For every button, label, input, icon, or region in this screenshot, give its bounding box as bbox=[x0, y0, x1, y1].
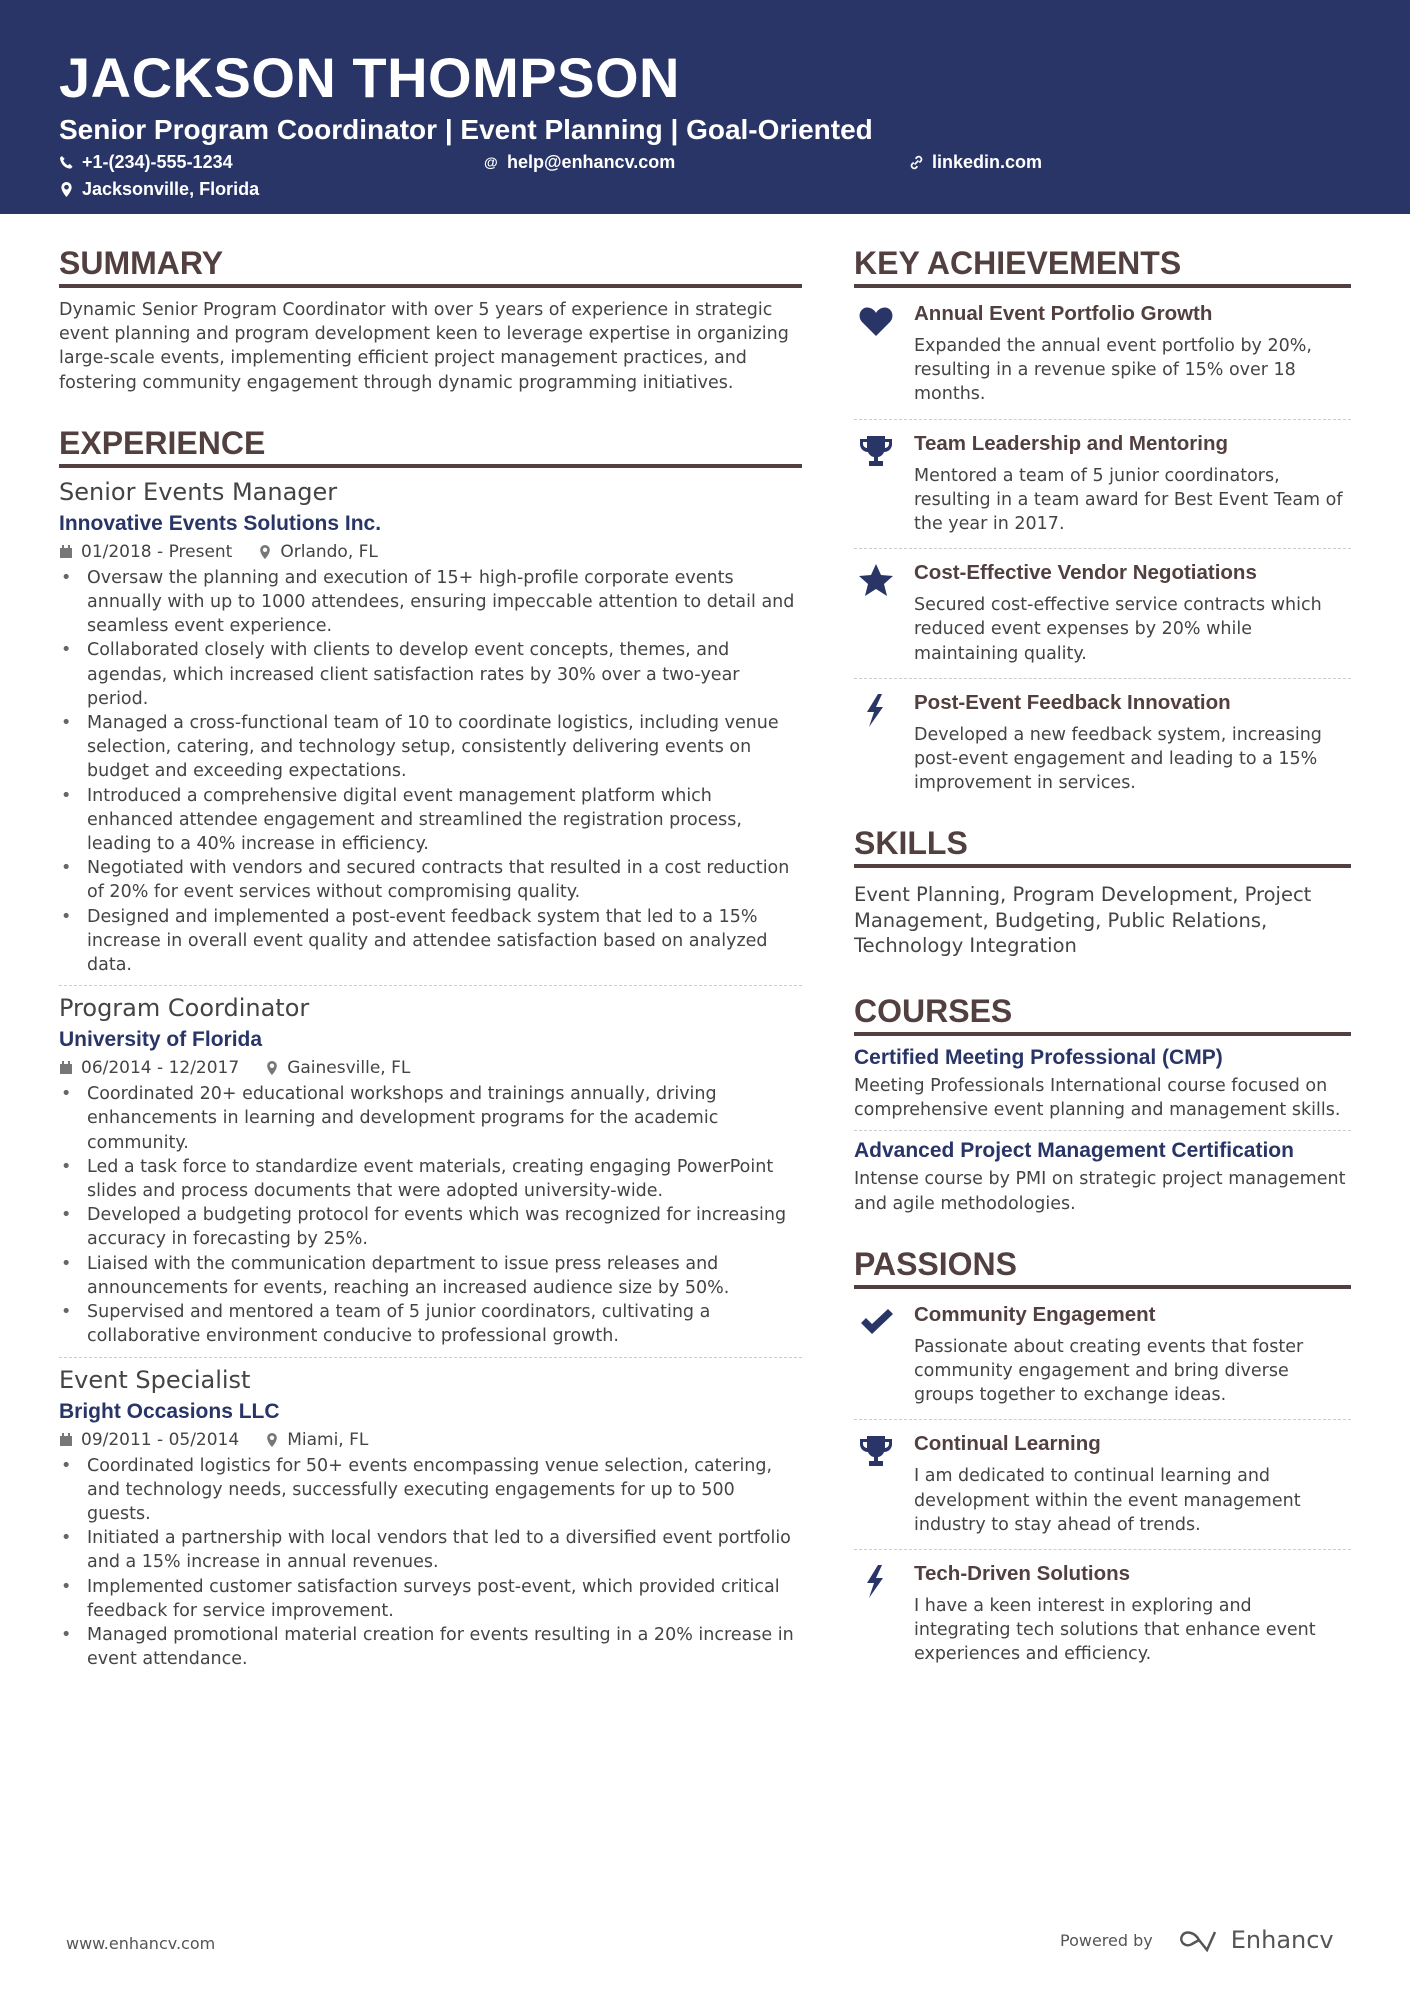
job-dates bbox=[59, 1430, 239, 1450]
item-text: I have a keen interest in exploring and integrating tech solutions that enhance event experiences and efficiency. bbox=[914, 1595, 1316, 1665]
location-pin-icon bbox=[258, 545, 272, 559]
location-pin-icon bbox=[265, 1061, 279, 1075]
job-role: Senior Events Manager bbox=[59, 477, 338, 506]
email-link[interactable]: help@enhancv.com bbox=[507, 152, 676, 172]
enhancv-logo bbox=[1177, 1926, 1334, 1954]
achievements-list bbox=[854, 298, 1351, 799]
course-title: Advanced Project Management Certification bbox=[854, 1139, 1294, 1163]
item-title: Cost-Effective Vendor Negotiations bbox=[914, 561, 1257, 585]
course-title: Certified Meeting Professional (CMP) bbox=[854, 1045, 1223, 1069]
course-item bbox=[854, 1139, 1351, 1215]
heart-icon bbox=[854, 302, 898, 407]
job-dates bbox=[59, 1058, 239, 1078]
bullet: • Managed promotional material creation for events resulting in a 20% increase in event attendance. bbox=[59, 1623, 802, 1671]
divider bbox=[854, 419, 1351, 420]
divider bbox=[59, 1357, 802, 1358]
divider bbox=[59, 985, 802, 986]
trophy-icon bbox=[854, 1432, 898, 1537]
achievements-title: KEY ACHIEVEMENTS bbox=[854, 245, 1351, 288]
right-column bbox=[854, 245, 1351, 1671]
enhancv-logo-icon bbox=[1177, 1928, 1223, 1952]
passions-list bbox=[854, 1299, 1351, 1671]
divider bbox=[854, 1419, 1351, 1420]
item-title: Post-Event Feedback Innovation bbox=[914, 690, 1231, 714]
job-company: University of Florida bbox=[59, 1028, 263, 1052]
passions-item bbox=[854, 1299, 1351, 1412]
job-meta bbox=[59, 1058, 802, 1078]
bullet: • Introduced a comprehensive digital event management platform which enhanced attendee engagement and streamlined the registration process, leading to a 40% increase in efficiency. bbox=[59, 784, 802, 857]
bolt-icon bbox=[854, 1562, 898, 1667]
calendar-icon bbox=[59, 1061, 73, 1075]
bullet: • Coordinated logistics for 50+ events encompassing venue selection, catering, and technology needs, successfully executing engagements for up to 500 guests. bbox=[59, 1454, 802, 1527]
bolt-icon bbox=[854, 691, 898, 796]
job-location bbox=[265, 1058, 410, 1078]
check-icon bbox=[854, 1303, 898, 1408]
location-text: Miami, FL bbox=[287, 1429, 369, 1450]
email[interactable] bbox=[484, 152, 909, 173]
passions-item bbox=[854, 1428, 1351, 1541]
item-text: Expanded the annual event portfolio by 20%, resulting in a revenue spike of 15% over 18 months. bbox=[914, 336, 1312, 405]
phone-text: +1-(234)-555-1234 bbox=[82, 152, 233, 172]
bullet: • Collaborated closely with clients to develop event concepts, themes, and agendas, which increased client satisfaction rates by 30% over a two-year period. bbox=[59, 638, 802, 711]
bullet: • Managed a cross-functional team of 10 to coordinate logistics, including venue selection, catering, and technology setup, consistently delivering events on budget and exceeding expectations. bbox=[59, 711, 802, 784]
item-text: Passionate about creating events that foster community engagement and bring diverse groups together to exchange ideas. bbox=[914, 1336, 1304, 1406]
divider bbox=[854, 548, 1351, 549]
course-text: Intense course by PMI on strategic project management and agile methodologies. bbox=[854, 1169, 1346, 1214]
phone bbox=[59, 152, 484, 173]
bullet: • Developed a budgeting protocol for events which was recognized for increasing accuracy in forecasting by 25%. bbox=[59, 1203, 802, 1251]
passions-title: PASSIONS bbox=[854, 1246, 1351, 1289]
job-company: Innovative Events Solutions Inc. bbox=[59, 511, 382, 535]
website[interactable] bbox=[909, 152, 1209, 173]
item-text: I am dedicated to continual learning and development within the event management industry to stay ahead of trends. bbox=[914, 1466, 1301, 1535]
location-text: Jacksonville, Florida bbox=[82, 179, 260, 199]
dates-text: 09/2011 - 05/2014 bbox=[81, 1429, 240, 1450]
link-icon bbox=[909, 155, 924, 170]
skills-title: SKILLS bbox=[854, 825, 1351, 868]
calendar-icon bbox=[59, 1433, 73, 1447]
item-text: Developed a new feedback system, increasing post-event engagement and leading to a 15% improvement in services. bbox=[914, 724, 1322, 794]
phone-icon bbox=[59, 155, 74, 170]
job-location bbox=[265, 1430, 368, 1450]
job-bullets bbox=[59, 1082, 802, 1348]
job-entry bbox=[59, 985, 802, 1348]
calendar-icon bbox=[59, 545, 73, 559]
experience-list bbox=[59, 478, 802, 1672]
tagline: Senior Program Coordinator | Event Planning | Goal-Oriented bbox=[59, 114, 873, 145]
item-text: Secured cost-effective service contracts which reduced event expenses by 20% while maintaining quality. bbox=[914, 595, 1322, 664]
achievements-item bbox=[854, 298, 1351, 411]
job-bullets bbox=[59, 566, 802, 977]
skills-text: Event Planning, Program Development, Project Management, Budgeting, Public Relations, Technology Integration bbox=[854, 883, 1312, 958]
bullet: • Initiated a partnership with local vendors that led to a diversified event portfolio and a 15% increase in annual revenues. bbox=[59, 1526, 802, 1574]
trophy-icon bbox=[854, 432, 898, 537]
bullet: • Led a task force to standardize event materials, creating engaging PowerPoint slides and process documents that were adopted university-wide. bbox=[59, 1155, 802, 1203]
item-title: Community Engagement bbox=[914, 1302, 1156, 1326]
item-title: Tech-Driven Solutions bbox=[914, 1561, 1131, 1585]
footer-website[interactable]: www.enhancv.com bbox=[66, 1934, 216, 1953]
job-meta bbox=[59, 1430, 802, 1450]
summary-title: SUMMARY bbox=[59, 245, 802, 288]
location-text: Gainesville, FL bbox=[287, 1058, 411, 1079]
bullet: • Designed and implemented a post-event feedback system that led to a 15% increase in overall event quality and attendee satisfaction based on analyzed data. bbox=[59, 905, 802, 978]
location-pin-icon bbox=[265, 1433, 279, 1447]
job-entry bbox=[59, 1357, 802, 1672]
courses-list bbox=[854, 1046, 1351, 1216]
footer-branding bbox=[1060, 1926, 1334, 1954]
achievements-item bbox=[854, 428, 1351, 541]
bullet: • Liaised with the communication department to issue press releases and announcements for events, reaching an increased audience size by 50%. bbox=[59, 1252, 802, 1300]
job-role: Event Specialist bbox=[59, 1365, 251, 1394]
dates-text: 06/2014 - 12/2017 bbox=[81, 1058, 240, 1079]
website-link[interactable]: linkedin.com bbox=[932, 152, 1043, 172]
dates-text: 01/2018 - Present bbox=[81, 541, 233, 562]
location-text: Orlando, FL bbox=[280, 541, 378, 562]
job-meta bbox=[59, 542, 802, 562]
divider bbox=[854, 1549, 1351, 1550]
header bbox=[0, 0, 1410, 214]
job-dates bbox=[59, 542, 232, 562]
job-bullets bbox=[59, 1454, 802, 1672]
location bbox=[59, 179, 484, 200]
left-column bbox=[59, 245, 802, 1671]
course-text: Meeting Professionals International course focused on comprehensive event planning and management skills. bbox=[854, 1075, 1341, 1121]
item-title: Annual Event Portfolio Growth bbox=[914, 302, 1213, 325]
contact-info bbox=[59, 152, 1351, 200]
bullet: • Oversaw the planning and execution of 15+ high-profile corporate events annually with up to 1000 attendees, ensuring impeccable attention to detail and seamless event experience. bbox=[59, 566, 802, 639]
candidate-name: JACKSON THOMPSON bbox=[59, 46, 680, 109]
summary-text: Dynamic Senior Program Coordinator with over 5 years of experience in strategic event planning and program development keen to leverage expertise in organizing large-scale events, implementing efficient project management practices, and fostering community engagement through dynamic programming initiatives. bbox=[59, 300, 789, 393]
divider bbox=[854, 678, 1351, 679]
svg-text:@: @ bbox=[484, 155, 498, 170]
powered-by: Powered by bbox=[1060, 1930, 1153, 1950]
bullet: • Supervised and mentored a team of 5 junior coordinators, cultivating a collaborative environment conducive to professional growth. bbox=[59, 1300, 802, 1348]
location-pin-icon bbox=[59, 182, 74, 197]
divider bbox=[854, 1130, 1351, 1131]
item-title: Continual Learning bbox=[914, 1432, 1101, 1456]
bullet: • Coordinated 20+ educational workshops and trainings annually, driving enhancements in learning and development programs for the academic community. bbox=[59, 1082, 802, 1155]
achievements-item bbox=[854, 687, 1351, 800]
star-icon bbox=[854, 561, 898, 666]
experience-title: EXPERIENCE bbox=[59, 425, 802, 468]
bullet: • Implemented customer satisfaction surveys post-event, which provided critical feedback for service improvement. bbox=[59, 1575, 802, 1623]
brand-name: Enhancv bbox=[1230, 1926, 1334, 1954]
achievements-item bbox=[854, 557, 1351, 670]
item-title: Team Leadership and Mentoring bbox=[914, 431, 1228, 455]
at-icon bbox=[484, 155, 499, 170]
passions-item bbox=[854, 1558, 1351, 1671]
bullet: • Negotiated with vendors and secured contracts that resulted in a cost reduction of 20% for event services without compromising quality. bbox=[59, 856, 802, 904]
job-entry bbox=[59, 478, 802, 977]
item-text: Mentored a team of 5 junior coordinators, resulting in a team award for Best Event Team of the year in 2017. bbox=[914, 465, 1343, 535]
courses-title: COURSES bbox=[854, 993, 1351, 1036]
job-location bbox=[258, 542, 378, 562]
job-company: Bright Occasions LLC bbox=[59, 1399, 280, 1423]
course-item bbox=[854, 1046, 1351, 1122]
job-role: Program Coordinator bbox=[59, 994, 310, 1023]
